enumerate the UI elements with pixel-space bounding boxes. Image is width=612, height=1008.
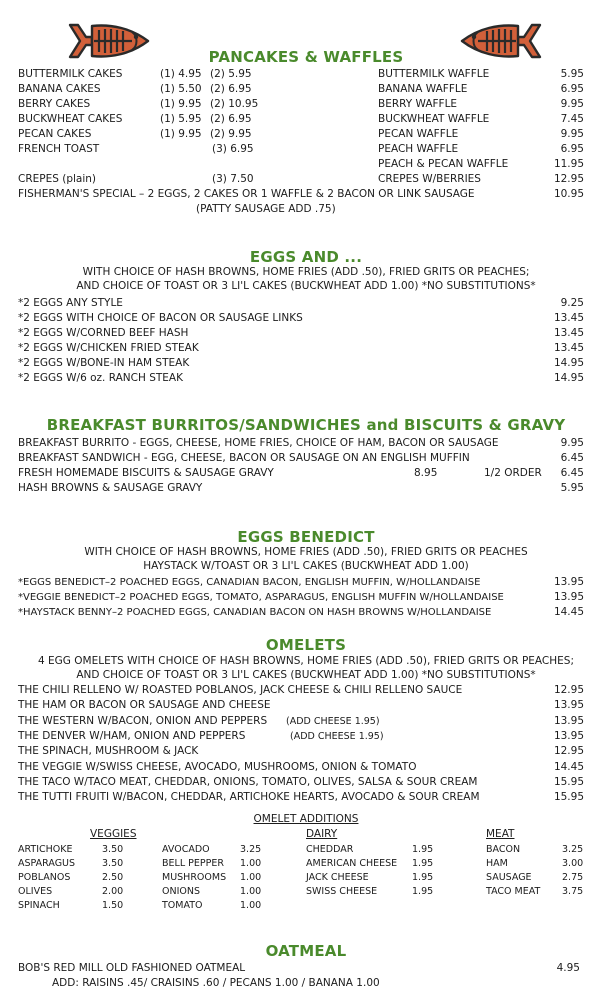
burrito-item-price: 6.45 — [560, 452, 584, 464]
addition-item-price: 3.50 — [102, 858, 124, 869]
waffle-item-price: 7.45 — [560, 113, 584, 125]
addition-item-name: SAUSAGE — [486, 872, 532, 883]
burrito-item-half-label: 1/2 ORDER — [484, 467, 542, 479]
pancake-item-name: BERRY CAKES — [18, 98, 91, 110]
eggs-item-name: *2 EGGS WITH CHOICE OF BACON OR SAUSAGE LINKS — [18, 312, 303, 324]
omelet-item-price: 13.95 — [553, 714, 584, 727]
pancake-item-price-2: (2) 5.95 — [210, 68, 252, 80]
omelet-item-name: THE WESTERN W/BACON, ONION AND PEPPERS — [18, 714, 268, 727]
addition-item-name: SPINACH — [18, 900, 60, 911]
benedict-item-price: 14.45 — [553, 606, 584, 618]
waffle-item-price: 6.95 — [560, 83, 584, 95]
waffle-item-price: 6.95 — [560, 143, 584, 155]
addition-item-name: BELL PEPPER — [162, 858, 224, 869]
burrito-item-name: HASH BROWNS & SAUSAGE GRAVY — [18, 482, 203, 494]
waffle-item-name: BERRY WAFFLE — [378, 98, 458, 110]
omelet-item-price: 12.95 — [553, 684, 584, 696]
section-title-omelets: OMELETS — [265, 636, 347, 654]
waffle-item-price: 9.95 — [560, 128, 584, 140]
addition-item-price: 2.00 — [102, 886, 124, 897]
addition-item-name: ARTICHOKE — [18, 844, 73, 855]
fisherman-special-note: (PATTY SAUSAGE ADD .75) — [196, 203, 336, 215]
addition-item-name: BACON — [486, 844, 521, 855]
addition-item-price: 3.25 — [240, 844, 262, 855]
omelet-item-name: THE VEGGIE W/SWISS CHEESE, AVOCADO, MUSHROOMS, ONION & TOMATO — [18, 760, 417, 773]
waffle-item-name: PEACH WAFFLE — [378, 143, 459, 155]
pancake-item-price-2: (3) 6.95 — [212, 143, 254, 155]
benedict-note-1: WITH CHOICE OF HASH BROWNS, HOME FRIES (ADD .50), FRIED GRITS OR PEACHES — [84, 546, 528, 558]
addition-item-price: 2.50 — [102, 872, 124, 883]
omelet-item-extra: (ADD CHEESE 1.95) — [286, 715, 380, 727]
burrito-item-name: BREAKFAST SANDWICH - EGG, CHEESE, BACON OR SAUSAGE ON AN ENGLISH MUFFIN — [18, 452, 470, 464]
addition-item-name: ONIONS — [162, 886, 200, 897]
section-title-eggs: EGGS AND ... — [249, 248, 363, 266]
omelet-item-price: 13.95 — [553, 699, 584, 712]
addition-item-name: MUSHROOMS — [162, 872, 227, 883]
addition-item-price: 1.50 — [102, 900, 124, 911]
section-title-burritos: BREAKFAST BURRITOS/SANDWICHES and BISCUITS & GRAVY — [46, 416, 566, 434]
pancake-item-price-2: (2) 9.95 — [210, 128, 252, 140]
section-title-pancakes: PANCAKES & WAFFLES — [208, 48, 404, 66]
omelet-item-price: 15.95 — [553, 775, 584, 788]
benedict-item-name: *EGGS BENEDICT–2 POACHED EGGS, CANADIAN BACON, ENGLISH MUFFIN, W/HOLLANDAISE — [18, 577, 481, 588]
addition-item-price: 2.75 — [562, 872, 584, 883]
oatmeal-addons: ADD: RAISINS .45/ CRAISINS .60 / PECANS 1.00 / BANANA 1.00 — [52, 977, 380, 989]
waffle-item-name: CREPES W/BERRIES — [378, 173, 481, 185]
oatmeal-price: 4.95 — [556, 962, 580, 974]
eggs-item-name: *2 EGGS W/6 oz. RANCH STEAK — [18, 372, 183, 384]
pancake-item-name: FRENCH TOAST — [18, 143, 100, 155]
addition-item-price: 1.00 — [240, 872, 262, 883]
omelet-item-name: THE DENVER W/HAM, ONION AND PEPPERS — [18, 729, 246, 742]
pancake-item-name: BUTTERMILK CAKES — [18, 68, 123, 80]
eggs-item-name: *2 EGGS ANY STYLE — [18, 297, 123, 309]
pancake-item-price-2: (2) 6.95 — [210, 113, 252, 125]
addition-item-name: POBLANOS — [18, 872, 71, 883]
addition-item-price: 3.75 — [562, 886, 584, 897]
eggs-item-price: 9.25 — [560, 297, 584, 309]
pancake-item-price-1: (1) 5.95 — [160, 113, 202, 125]
waffle-item-price: 12.95 — [553, 173, 584, 185]
addition-item-price: 1.95 — [412, 858, 434, 869]
eggs-item-name: *2 EGGS W/CHICKEN FRIED STEAK — [18, 342, 199, 354]
eggs-item-price: 13.45 — [553, 312, 584, 324]
pancake-item-price-2: (2) 6.95 — [210, 83, 252, 95]
burrito-item-name: BREAKFAST BURRITO - EGGS, CHEESE, HOME FRIES, CHOICE OF HAM, BACON OR SAUSAGE — [18, 437, 499, 449]
waffle-item-price: 11.95 — [553, 158, 584, 170]
addition-item-name: SWISS CHEESE — [306, 886, 378, 897]
omelet-item-price: 12.95 — [553, 745, 584, 758]
waffle-item-name: PEACH & PECAN WAFFLE — [378, 158, 509, 170]
pancake-item-name: BANANA CAKES — [18, 83, 101, 95]
meat-header: MEAT — [486, 828, 515, 840]
waffle-item-price: 5.95 — [560, 68, 584, 80]
waffle-item-name: BUTTERMILK WAFFLE — [378, 68, 490, 80]
benedict-note-2: HAYSTACK W/TOAST OR 3 LI'L CAKES (BUCKWHEAT ADD 1.00) — [143, 560, 469, 572]
addition-item-price: 3.50 — [102, 844, 124, 855]
oatmeal-item: BOB'S RED MILL OLD FASHIONED OATMEAL — [18, 962, 246, 974]
pancake-item-price-2: (2) 10.95 — [210, 98, 259, 110]
eggs-note-2: AND CHOICE OF TOAST OR 3 LI'L CAKES (BUCKWHEAT ADD 1.00) *NO SUBSTITUTIONS* — [76, 280, 536, 292]
addition-item-name: AVOCADO — [162, 844, 210, 855]
section-title-oatmeal: OATMEAL — [265, 942, 347, 960]
omelets-note-2: AND CHOICE OF TOAST OR 3 LI'L CAKES (BUCKWHEAT ADD 1.00) *NO SUBSTITUTIONS* — [76, 669, 536, 681]
addition-item-price: 1.00 — [240, 858, 262, 869]
eggs-item-price: 13.45 — [553, 342, 584, 354]
eggs-item-price: 14.95 — [553, 372, 584, 384]
waffle-item-name: BANANA WAFFLE — [378, 83, 468, 95]
omelet-item-extra: (ADD CHEESE 1.95) — [290, 730, 384, 742]
fisherman-special-price: 10.95 — [553, 188, 584, 200]
omelet-item-name: THE CHILI RELLENO W/ ROASTED POBLANOS, JACK CHEESE & CHILI RELLENO SAUCE — [18, 684, 463, 696]
pancake-item-price-1: (1) 9.95 — [160, 98, 202, 110]
eggs-item-name: *2 EGGS W/CORNED BEEF HASH — [18, 327, 189, 339]
omelet-item-name: THE HAM OR BACON OR SAUSAGE AND CHEESE — [18, 699, 271, 712]
waffle-item-name: PECAN WAFFLE — [378, 128, 459, 140]
addition-item-name: TOMATO — [162, 900, 203, 911]
eggs-item-name: *2 EGGS W/BONE-IN HAM STEAK — [18, 357, 190, 369]
addition-item-name: TACO MEAT — [486, 886, 541, 897]
omelet-item-price: 13.95 — [553, 729, 584, 742]
section-title-benedict: EGGS BENEDICT — [237, 528, 375, 546]
omelets-note-1: 4 EGG OMELETS WITH CHOICE OF HASH BROWNS, HOME FRIES (ADD .50), FRIED GRITS OR PEACHES; — [38, 655, 574, 667]
burrito-item-name: FRESH HOMEMADE BISCUITS & SAUSAGE GRAVY — [18, 467, 274, 479]
omelet-item-price: 15.95 — [553, 791, 584, 804]
dairy-header: DAIRY — [306, 828, 338, 840]
addition-item-price: 1.95 — [412, 844, 434, 855]
eggs-item-price: 13.45 — [553, 327, 584, 339]
addition-item-price: 1.95 — [412, 886, 434, 897]
pancake-item-price-1: (1) 9.95 — [160, 128, 202, 140]
pancake-item-name: BUCKWHEAT CAKES — [18, 113, 123, 125]
fisherman-special: FISHERMAN'S SPECIAL – 2 EGGS, 2 CAKES OR 1 WAFFLE & 2 BACON OR LINK SAUSAGE — [18, 188, 475, 200]
addition-item-name: ASPARAGUS — [18, 858, 76, 869]
addition-item-name: OLIVES — [18, 886, 53, 897]
omelet-item-name: THE TACO W/TACO MEAT, CHEDDAR, ONIONS, TOMATO, OLIVES, SALSA & SOUR CREAM — [18, 775, 478, 788]
veggies-header: VEGGIES — [90, 828, 137, 840]
omelet-item-name: THE TUTTI FRUITI W/BACON, CHEDDAR, ARTICHOKE HEARTS, AVOCADO & SOUR CREAM — [18, 791, 480, 804]
burrito-item-full-price: 8.95 — [414, 467, 438, 479]
pancake-item-price-1: (1) 5.50 — [160, 83, 202, 95]
addition-item-price: 3.25 — [562, 844, 584, 855]
benedict-item-name: *VEGGIE BENEDICT–2 POACHED EGGS, TOMATO, ASPARAGUS, ENGLISH MUFFIN W/HOLLANDAISE — [18, 592, 504, 603]
pancake-item-name: CREPES (plain) — [18, 173, 97, 185]
pancake-item-name: PECAN CAKES — [18, 128, 92, 140]
eggs-note-1: WITH CHOICE OF HASH BROWNS, HOME FRIES (ADD .50), FRIED GRITS OR PEACHES; — [82, 266, 530, 278]
addition-item-price: 1.00 — [240, 886, 262, 897]
additions-title: OMELET ADDITIONS — [253, 813, 359, 825]
addition-item-price: 1.00 — [240, 900, 262, 911]
addition-item-name: CHEDDAR — [306, 844, 354, 855]
pancake-item-price-2: (3) 7.50 — [212, 173, 254, 185]
omelet-item-name: THE SPINACH, MUSHROOM & JACK — [18, 745, 199, 758]
waffle-item-price: 9.95 — [560, 98, 584, 110]
benedict-item-price: 13.95 — [553, 591, 584, 603]
burrito-item-price: 5.95 — [560, 482, 584, 494]
waffle-item-name: BUCKWHEAT WAFFLE — [378, 113, 490, 125]
burrito-item-price: 6.45 — [560, 467, 584, 479]
omelet-item-price: 14.45 — [553, 760, 584, 773]
addition-item-name: AMERICAN CHEESE — [306, 858, 398, 869]
benedict-item-price: 13.95 — [553, 576, 584, 588]
benedict-item-name: *HAYSTACK BENNY–2 POACHED EGGS, CANADIAN BACON ON HASH BROWNS W/HOLLANDAISE — [18, 607, 492, 618]
eggs-item-price: 14.95 — [553, 357, 584, 369]
addition-item-name: HAM — [486, 858, 508, 869]
addition-item-price: 3.00 — [562, 858, 584, 869]
addition-item-price: 1.95 — [412, 872, 434, 883]
burrito-item-price: 9.95 — [560, 437, 584, 449]
addition-item-name: JACK CHEESE — [306, 872, 369, 883]
pancake-item-price-1: (1) 4.95 — [160, 68, 202, 80]
